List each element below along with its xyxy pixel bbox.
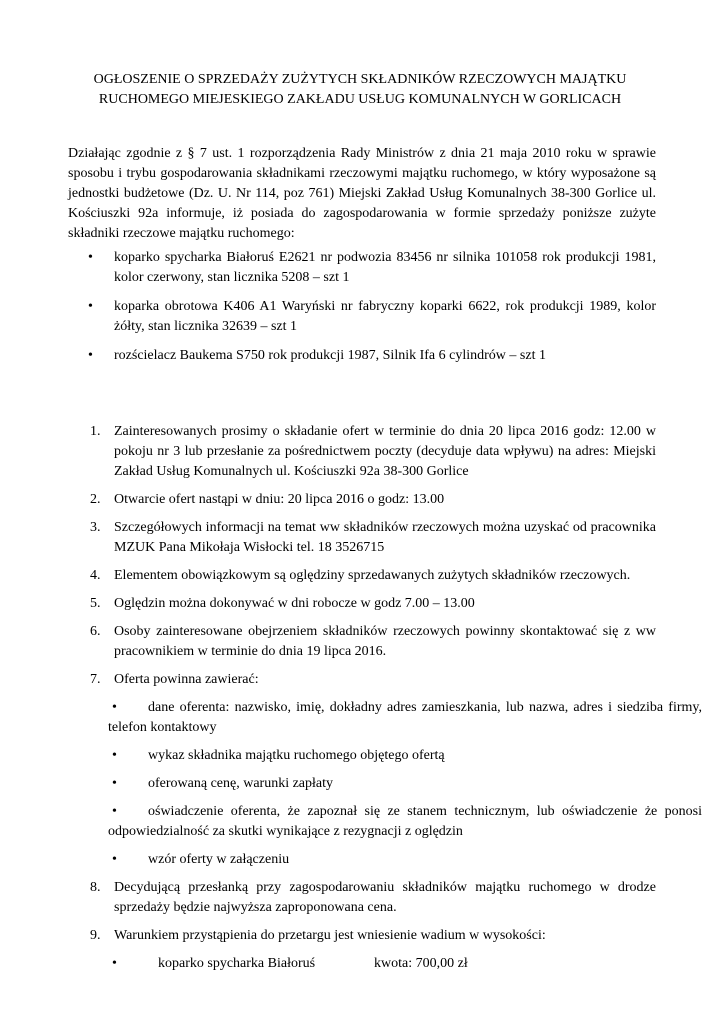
bullet-icon: • <box>112 700 117 715</box>
condition-text: Decydującą przesłanką przy zagospodarowaniu składników majątku ruchomego w drodze sprzedaży będzie najwyższa zaproponowana cena. <box>114 880 656 915</box>
condition-number: 6. <box>90 624 101 639</box>
condition-text: Elementem obowiązkowym są oględziny sprzedawanych zużytych składników rzeczowych. <box>114 568 631 583</box>
condition-item <box>68 622 656 662</box>
bullet-icon: • <box>112 956 117 971</box>
offer-contents-list <box>108 698 702 870</box>
offer-content-text: dane oferenta: nazwisko, imię, dokładny adres zamieszkania, lub nazwa, adres i siedziba firmy, telefon kontaktowy <box>108 700 702 735</box>
offer-content-text: wzór oferty w załączeniu <box>148 852 290 867</box>
deposit-item-name: koparko spycharka Białoruś <box>158 956 316 971</box>
condition-number: 5. <box>90 596 101 611</box>
condition-number: 1. <box>90 424 101 439</box>
offer-content-item <box>108 698 702 738</box>
condition-number: 3. <box>90 520 101 535</box>
intro-paragraph: Działając zgodnie z § 7 ust. 1 rozporządzenia Rady Ministrów z dnia 21 maja 2010 roku w sprawie sposobu i trybu gospodarowania składnikami rzeczowymi majątku ruchomego, w który wyposażone są jednostki budżetowe (Dz. U. Nr 114, poz 761) Miejski Zakład Usług Komunalnych 38-300 Gorlice ul. Kościuszki 92a informuje, iż posiada do zagospodarowania w formie sprzedaży poniższe zużyte składniki rzeczowe majątku ruchomego: <box>68 146 656 241</box>
condition-item <box>68 670 702 870</box>
condition-number: 8. <box>90 880 101 895</box>
condition-item <box>68 926 656 974</box>
condition-number: 7. <box>90 672 101 687</box>
condition-item <box>68 422 656 482</box>
condition-text: Osoby zainteresowane obejrzeniem składników rzeczowych powinny skontaktować się z ww pracownikiem w terminie do dnia 19 lipca 2016. <box>114 624 656 659</box>
document-title <box>60 70 660 110</box>
offer-content-text: oświadczenie oferenta, że zapoznał się ze stanem technicznym, lub oświadczenie że ponosi odpowiedzialność za skutki wynikające z rezygnacji z oględzin <box>108 804 702 839</box>
condition-item <box>68 518 656 558</box>
condition-text: Zainteresowanych prosimy o składanie ofert w terminie do dnia 20 lipca 2016 godz: 12.00 w pokoju nr 3 lub przesłanie za pośrednictwem poczty (decyduje data wpływu) na adres: Miejski Zakład Usług Komunalnych ul. Kościuszki 92a 38-300 Gorlice <box>114 424 656 479</box>
deposit-row <box>114 954 656 974</box>
bullet-icon: • <box>88 348 93 363</box>
offer-content-item <box>108 774 702 794</box>
condition-number: 4. <box>90 568 101 583</box>
bullet-icon: • <box>112 748 117 763</box>
condition-text: Warunkiem przystąpienia do przetargu jest wniesienie wadium w wysokości: <box>114 928 546 943</box>
equipment-item <box>68 248 656 288</box>
deposit-amount: kwota: 700,00 zł <box>374 956 468 971</box>
condition-text: Oferta powinna zawierać: <box>114 672 259 687</box>
bullet-icon: • <box>112 852 117 867</box>
equipment-item-text: koparko spycharka Białoruś E2621 nr podwozia 83456 nr silnika 101058 rok produkcji 1981, kolor czerwony, stan licznika 5208 – szt 1 <box>114 250 656 285</box>
equipment-list <box>68 248 656 375</box>
equipment-item-text: koparka obrotowa K406 A1 Waryński nr fabryczny koparki 6622, rok produkcji 1989, kolor żółty, stan licznika 32639 – szt 1 <box>114 299 656 334</box>
condition-item <box>68 566 656 586</box>
equipment-item <box>68 346 656 366</box>
equipment-item-text: rozścielacz Baukema S750 rok produkcji 1987, Silnik Ifa 6 cylindrów – szt 1 <box>114 348 546 363</box>
condition-item <box>68 594 656 614</box>
title-line-2: RUCHOMEGO MIEJESKIEGO ZAKŁADU USŁUG KOMUNALNYCH W GORLICACH <box>98 92 622 107</box>
condition-text: Szczegółowych informacji na temat ww składników rzeczowych można uzyskać od pracownika MZUK Pana Mikołaja Wisłocki tel. 18 3526715 <box>114 520 656 555</box>
equipment-item <box>68 297 656 337</box>
bullet-icon: • <box>88 250 93 265</box>
offer-content-item <box>108 746 702 766</box>
offer-content-item <box>108 802 702 842</box>
condition-item <box>68 490 656 510</box>
condition-text: Oględzin można dokonywać w dni robocze w godz 7.00 – 13.00 <box>114 596 475 611</box>
conditions-list <box>68 422 702 982</box>
offer-content-item <box>108 850 702 870</box>
offer-content-text: oferowaną cenę, warunki zapłaty <box>148 776 334 791</box>
bullet-icon: • <box>112 804 117 819</box>
offer-content-text: wykaz składnika majątku ruchomego objętego ofertą <box>148 748 445 763</box>
condition-item <box>68 878 656 918</box>
bullet-icon: • <box>88 299 93 314</box>
condition-number: 9. <box>90 928 101 943</box>
condition-text: Otwarcie ofert nastąpi w dniu: 20 lipca 2016 o godz: 13.00 <box>114 492 445 507</box>
bullet-icon: • <box>112 776 117 791</box>
condition-number: 2. <box>90 492 101 507</box>
title-line-1: OGŁOSZENIE O SPRZEDAŻY ZUŻYTYCH SKŁADNIKÓW RZECZOWYCH MAJĄTKU <box>93 72 627 87</box>
